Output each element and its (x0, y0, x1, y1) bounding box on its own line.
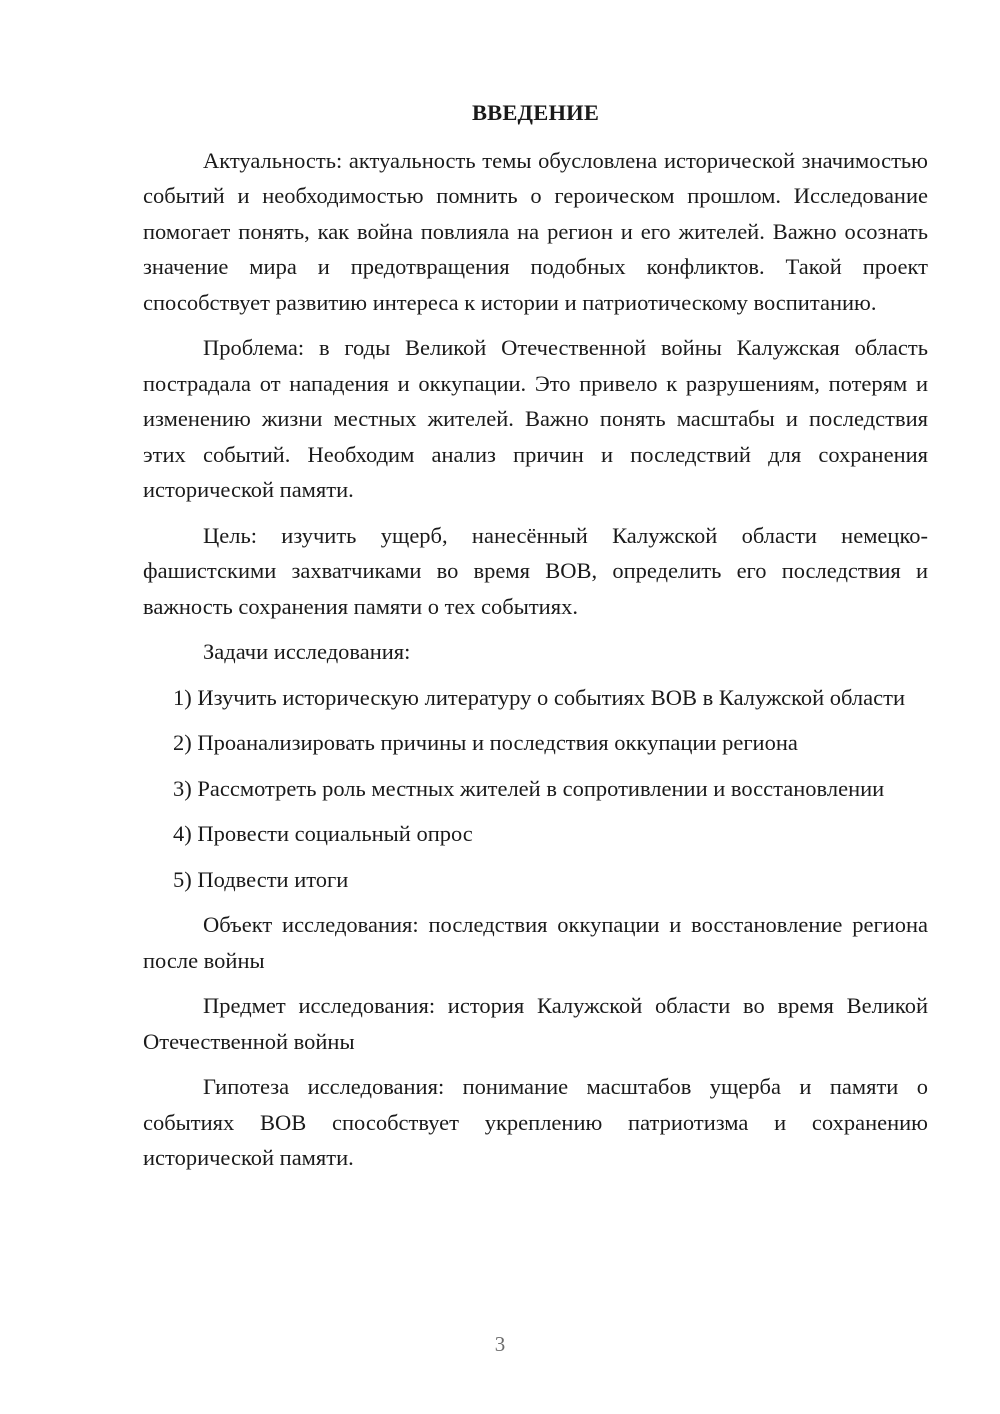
paragraph-goal: Цель: изучить ущерб, нанесённый Калужской области немецко-фашистскими захватчиками во время ВОВ, определить его последствия и важность сохранения памяти о тех событиях. (143, 522, 928, 619)
paragraph-relevance: Актуальность: актуальность темы обусловлена исторической значимостью событий и необходимостью помнить о героическом прошлом. Исследование помогает понять, как война повлияла на регион и его жителей. Важно осознать значение мира и предотвращения подобных конфликтов. Такой проект способствует развитию интереса к истории и патриотическому воспитанию. (143, 147, 928, 315)
task-item-4: 4) Провести социальный опрос (173, 821, 473, 846)
paragraph-problem: Проблема: в годы Великой Отечественной войны Калужская область пострадала от нападения и оккупации. Это привело к разрушениям, потерям и изменению жизни местных жителей. Важно понять масштабы и последствия этих событий. Необходим анализ причин и последствий для сохранения исторической памяти. (143, 335, 928, 502)
paragraph-object: Объект исследования: последствия оккупации и восстановление региона после войны (143, 912, 928, 973)
section-title: ВВЕДЕНИЕ (471, 100, 600, 125)
paragraph-hypothesis: Гипотеза исследования: понимание масштабов ущерба и памяти о событиях ВОВ способствует укреплению патриотизма и сохранению исторической памяти. (143, 1074, 928, 1170)
page-number: 3 (494, 1332, 506, 1356)
paragraph-subject: Предмет исследования: история Калужской области во время Великой Отечественной войны (143, 993, 928, 1054)
tasks-heading: Задачи исследования: (203, 639, 411, 664)
task-item-5: 5) Подвести итоги (173, 866, 349, 892)
task-item-2: 2) Проанализировать причины и последствия оккупации региона (173, 730, 798, 755)
task-item-3: 3) Рассмотреть роль местных жителей в сопротивлении и восстановлении (173, 775, 885, 801)
task-item-1: 1) Изучить историческую литературу о событиях ВОВ в Калужской области (173, 684, 905, 710)
document-body (143, 95, 928, 1186)
